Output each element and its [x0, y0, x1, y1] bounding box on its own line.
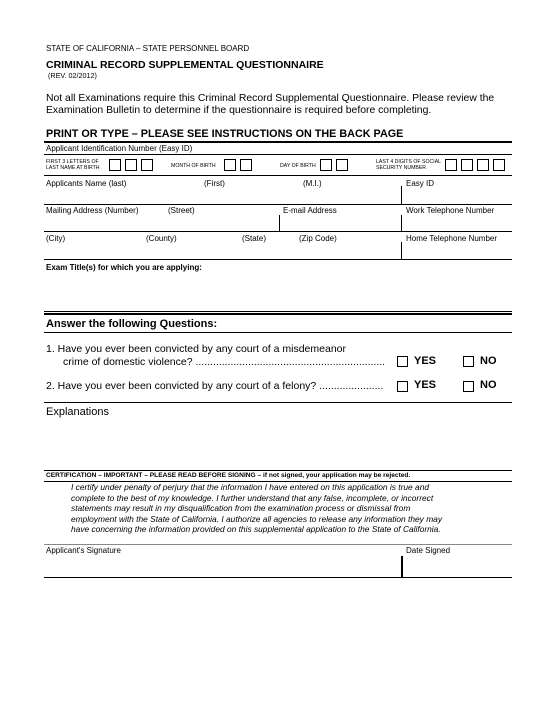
- question-1-line1: 1. Have you ever been convicted by any court of a misdemeanor: [46, 343, 346, 355]
- certification-heading: CERTIFICATION – IMPORTANT – PLEASE READ BEFORE SIGNING – if not signed, your application may be rejected.: [46, 472, 411, 479]
- row-rule: [44, 402, 512, 403]
- certification-line-1: I certify under penalty of perjury that the information I have entered on this application is true and: [71, 482, 430, 492]
- section-rule: [44, 313, 512, 315]
- row-rule: [44, 259, 512, 260]
- q1-no-label: NO: [480, 355, 497, 367]
- home-phone-label: Home Telephone Number: [406, 234, 498, 243]
- q2-no-checkbox[interactable]: [463, 381, 474, 392]
- exam-titles-label: Exam Title(s) for which you are applying:: [46, 263, 202, 272]
- first3-label-line1: FIRST 3 LETTERS OF: [46, 159, 99, 165]
- questions-heading: Answer the following Questions:: [46, 318, 218, 330]
- first3-label-line2: LAST NAME AT BIRTH: [46, 165, 100, 171]
- explanations-area[interactable]: [46, 420, 510, 468]
- field-divider: [401, 186, 402, 205]
- certification-line-3: statements may result in my disqualification from the examination process or dismissal from: [71, 503, 411, 514]
- ssn-box-1[interactable]: [445, 159, 457, 171]
- row-rule: [44, 544, 512, 545]
- state-label: (State): [242, 234, 267, 243]
- q2-yes-label: YES: [414, 379, 437, 391]
- row-rule: [44, 154, 512, 155]
- month-box-1[interactable]: [224, 159, 236, 171]
- field-divider: [401, 556, 403, 578]
- ssn-label-line1: LAST 4 DIGITS OF SOCIAL: [376, 159, 442, 165]
- q1-no-checkbox[interactable]: [463, 356, 474, 367]
- last-name-label: Applicants Name (last): [46, 179, 127, 188]
- first3-letter-box-2[interactable]: [125, 159, 137, 171]
- middle-initial-label: (M.I.): [303, 179, 322, 188]
- applicant-signature-label: Applicant's Signature: [46, 546, 121, 555]
- field-divider: [279, 215, 280, 232]
- county-label: (County): [146, 234, 177, 243]
- day-box-1[interactable]: [320, 159, 332, 171]
- day-of-birth-label: DAY OF BIRTH: [280, 163, 316, 169]
- city-label: (City): [46, 234, 66, 243]
- mailing-address-label: Mailing Address (Number): [46, 206, 139, 215]
- work-phone-label: Work Telephone Number: [406, 206, 495, 215]
- row-rule: [44, 332, 512, 333]
- agency-name: STATE OF CALIFORNIA – STATE PERSONNEL BOARD: [46, 44, 250, 53]
- print-heading: PRINT OR TYPE – PLEASE SEE INSTRUCTIONS ON THE BACK PAGE: [46, 128, 404, 140]
- explanations-label: Explanations: [46, 406, 109, 418]
- month-box-2[interactable]: [240, 159, 252, 171]
- field-divider: [401, 242, 402, 260]
- day-box-2[interactable]: [336, 159, 348, 171]
- row-rule: [44, 175, 512, 176]
- ssn-box-4[interactable]: [493, 159, 505, 171]
- date-signed-label: Date Signed: [406, 546, 451, 555]
- row-rule: [44, 470, 512, 471]
- street-label: (Street): [168, 206, 195, 215]
- intro-line-1: Not all Examinations require this Criminal Record Supplemental Questionnaire. Please review the: [46, 93, 495, 104]
- ssn-box-2[interactable]: [461, 159, 473, 171]
- form-revision: (REV. 02/2012): [48, 71, 97, 80]
- q1-yes-checkbox[interactable]: [397, 356, 408, 367]
- certification-line-5: have concerning the information provided on this supplemental application to the State of California.: [71, 524, 441, 535]
- easy-id-field-label: Easy ID: [406, 179, 435, 188]
- certification-line-2: complete to the best of my knowledge. I further understand that any false, incomplete, or incorrect: [71, 492, 434, 503]
- ssn-label-line2: SECURITY NUMBER: [376, 165, 427, 171]
- question-2: 2. Have you ever been convicted by any court of a felony? ......................: [46, 380, 384, 392]
- intro-line-2: Examination Bulletin to determine if the questionnaire is required before completing.: [46, 105, 432, 116]
- date-signed-field[interactable]: [404, 556, 510, 577]
- q2-no-label: NO: [480, 379, 497, 391]
- first3-letter-box-3[interactable]: [141, 159, 153, 171]
- month-of-birth-label: MONTH OF BIRTH: [171, 163, 216, 169]
- q1-yes-label: YES: [414, 355, 437, 367]
- ssn-box-3[interactable]: [477, 159, 489, 171]
- applicant-signature-field[interactable]: [46, 556, 398, 577]
- row-rule: [44, 577, 512, 578]
- row-rule: [44, 231, 512, 232]
- field-divider: [401, 215, 402, 232]
- first3-letter-box-1[interactable]: [109, 159, 121, 171]
- section-rule: [44, 141, 512, 143]
- easy-id-label: Applicant Identification Number (Easy ID): [46, 144, 193, 153]
- form-title: CRIMINAL RECORD SUPPLEMENTAL QUESTIONNAIRE: [46, 59, 324, 71]
- first-name-label: (First): [204, 179, 225, 188]
- email-label: E-mail Address: [283, 206, 337, 215]
- question-1-line2: crime of domestic violence? .................................................................: [63, 356, 386, 368]
- certification-line-4: employment with the State of California. I authorize all agencies to release any information they may: [71, 513, 443, 524]
- zip-code-label: (Zip Code): [299, 234, 337, 243]
- q2-yes-checkbox[interactable]: [397, 381, 408, 392]
- section-rule: [44, 311, 512, 312]
- row-rule: [44, 204, 512, 205]
- exam-titles-area[interactable]: [46, 276, 510, 310]
